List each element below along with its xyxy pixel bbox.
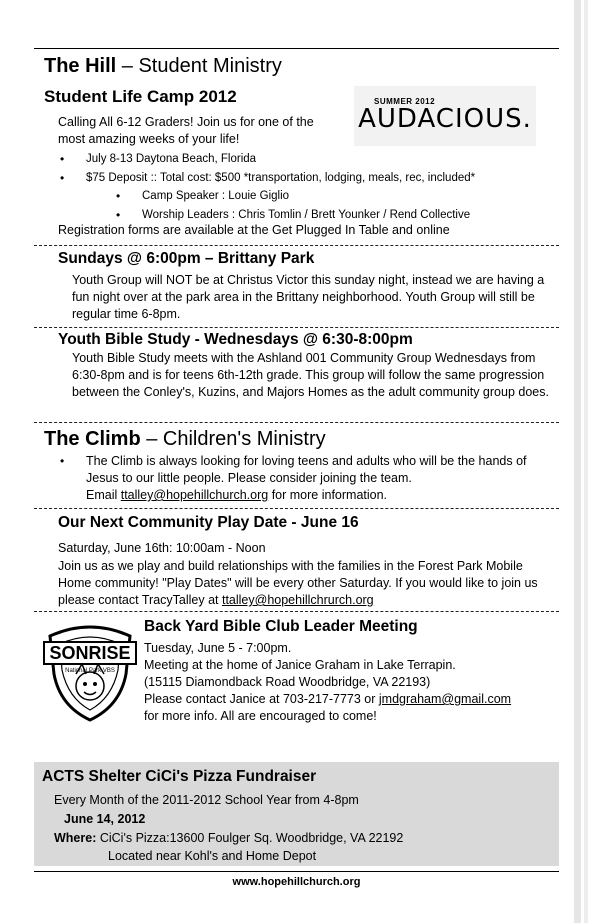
backyard-contact — [144, 691, 554, 708]
playdate-body — [58, 558, 554, 609]
backyard-title: Back Yard Bible Club Leader Meeting — [144, 618, 418, 635]
divider — [34, 245, 559, 246]
acts-fundraiser-box — [34, 762, 559, 866]
page-edge-shadow — [574, 0, 581, 923]
logo-top-text: SUMMER 2012 — [374, 97, 436, 106]
divider — [34, 422, 559, 423]
backyard-contact-text: Please contact Janice at 703-217-7773 or — [144, 692, 379, 706]
divider — [34, 611, 559, 612]
page-edge-shadow-outer — [584, 0, 588, 923]
backyard-location: Meeting at the home of Janice Graham in Lake Terrapin. — [144, 658, 456, 672]
bible-study-title: Youth Bible Study - Wednesdays @ 6:30-8:00pm — [58, 331, 413, 348]
logo-main-text: AUDACIOUS. — [358, 104, 532, 134]
acts-schedule: Every Month of the 2011-2012 School Year from 4-8pm — [54, 793, 359, 807]
acts-title: ACTS Shelter CiCi's Pizza Fundraiser — [42, 768, 317, 785]
sundays-title: Sundays @ 6:00pm – Brittany Park — [58, 250, 315, 267]
backyard-address: (15115 Diamondback Road Woodbridge, VA 22193) — [144, 675, 431, 689]
climb-bullet-text: The Climb is always looking for loving teens and adults who will be the hands of Jesus to our little people. Please consider joining the team. — [86, 454, 527, 485]
backyard-email-link[interactable]: jmdgraham@gmail.com — [378, 692, 512, 706]
climb-email-suffix: for more information. — [268, 488, 388, 502]
camp-worship-leaders: • Worship Leaders : Chris Tomlin / Brett Younker / Rend Collective — [56, 206, 556, 225]
acts-where — [54, 830, 403, 847]
bottom-rule — [34, 871, 559, 872]
backyard-time: Tuesday, June 5 - 7:00pm. — [144, 641, 292, 655]
acts-near: Located near Kohl's and Home Depot — [108, 849, 317, 863]
registration-note: Registration forms are available at the Get Plugged In Table and online — [58, 223, 450, 237]
backyard-details — [144, 640, 554, 725]
camp-sub-bullets — [56, 187, 556, 225]
camp-bullet-cost: • $75 Deposit :: Total cost: $500 *transportation, lodging, meals, rec, included* — [56, 169, 556, 188]
climb-heading — [44, 428, 326, 451]
climb-bullet — [56, 453, 556, 504]
camp-speaker: • Camp Speaker : Louie Giglio — [56, 187, 556, 206]
climb-subtitle: – Children's Ministry — [140, 428, 326, 450]
camp-bullet-dates: • July 8-13 Daytona Beach, Florida — [56, 150, 556, 169]
divider — [34, 508, 559, 509]
climb-bullets — [56, 453, 556, 504]
bible-study-body: Youth Bible Study meets with the Ashland 001 Community Group Wednesdays from 6:30-8pm and is for teens 6th-12th grade. This group will follow the same progression between the Conley's, Kuzins, and Majors Homes as the adult community group does. — [72, 351, 549, 399]
playdate-title: Our Next Community Play Date - June 16 — [58, 514, 359, 531]
playdate-email-link[interactable]: ttalley@hopehillchrurch.org — [221, 593, 374, 607]
camp-title: Student Life Camp 2012 — [44, 87, 237, 106]
camp-intro: Calling All 6-12 Graders! Join us for one of the most amazing weeks of your life! — [58, 115, 314, 146]
logo-word: SONRISE — [49, 643, 131, 663]
backyard-closing: for more info. All are encouraged to come! — [144, 709, 377, 723]
camp-bullets — [56, 150, 556, 188]
climb-email-prefix: Email — [86, 488, 121, 502]
audacious-logo — [354, 86, 536, 146]
acts-date: June 14, 2012 — [64, 812, 146, 826]
sonrise-logo — [42, 614, 138, 724]
playdate-body-text: Join us as we play and build relationships with the families in the Forest Park Mobile Home community! "Play Dates" will be every other Saturday. If you would like to join us please contact TracyTalley at — [58, 559, 538, 607]
acts-where-label: Where: — [54, 831, 97, 845]
climb-title: The Climb — [44, 428, 141, 450]
hill-title: The Hill — [44, 55, 117, 77]
climb-email-link[interactable]: ttalley@hopehillchurch.org — [120, 488, 269, 502]
playdate-date: Saturday, June 16th: 10:00am - Noon — [58, 541, 266, 555]
newsletter-page — [34, 0, 559, 923]
top-rule — [34, 48, 559, 49]
acts-where-text: CiCi's Pizza:13600 Foulger Sq. Woodbridge, VA 22192 — [96, 831, 404, 845]
hill-subtitle: – Student Ministry — [116, 55, 282, 77]
hill-heading — [44, 55, 282, 78]
footer-url[interactable]: www.hopehillchurch.org — [232, 876, 361, 888]
divider — [34, 327, 559, 328]
logo-sub: National Park VBS — [65, 668, 115, 674]
sundays-body: Youth Group will NOT be at Christus Victor this sunday night, instead we are having a fun night over at the park area in the Brittany neighborhood. Youth Group will still be regular time 6-8pm. — [72, 273, 545, 321]
